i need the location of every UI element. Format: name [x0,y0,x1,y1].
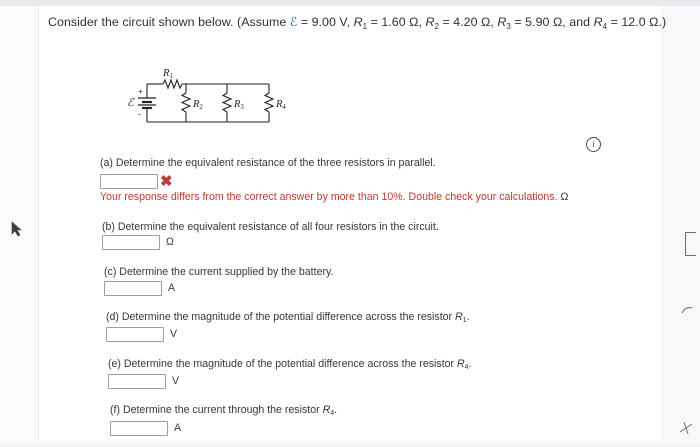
r3-sub: 3 [506,22,511,31]
part-e-label-prefix: (e) Determine the magnitude of the potential difference across the resistor [108,358,457,370]
part-e-answer-input[interactable] [108,374,166,389]
part-f-unit: A [174,422,182,434]
r3-label-sub: 3 [240,103,244,111]
r2-sub: 2 [434,22,439,31]
part-f-label-prefix: (f) Determine the current through the resistor [110,404,323,416]
emf-value: = 9.00 V, [297,15,354,29]
r2-label [192,99,203,111]
r2-resistor-zigzag [182,93,190,112]
side-arrow-icon [681,305,693,315]
part-e-label-sub: 4 [464,364,469,371]
battery-minus-sign: - [138,109,141,119]
circuit-diagram [125,64,315,136]
emf-symbol: ℰ [289,15,298,29]
part-a-feedback-text: Your response differs from the correct answer by more than 10%. Double check your calculations. [100,191,558,203]
r3-resistor-zigzag [223,93,231,112]
part-d-label-suffix: . [466,311,470,323]
r2-label-letter: R [193,99,200,110]
emf-label: ℰ [127,97,134,109]
r4-name: R [593,15,603,29]
and-text: and [569,15,594,29]
part-a-answer-input[interactable] [100,174,158,189]
question-statement [48,14,666,31]
r1-value: = 1.60 Ω, [367,15,426,29]
part-b-answer-input[interactable] [102,235,160,250]
r2-name: R [425,15,435,29]
part-f-label [110,404,337,417]
part-d-label-prefix: (d) Determine the magnitude of the potential difference across the resistor [106,311,455,323]
part-e-label-var: R [457,358,465,370]
r1-resistor-zigzag [163,80,182,88]
part-f-label-sub: 4 [330,410,335,417]
part-b-unit: Ω [166,236,174,248]
r3-label [233,99,244,111]
r4-label-sub: 4 [282,103,286,111]
part-c-label: (c) Determine the current supplied by the battery. [104,266,334,278]
r2-label-sub: 2 [199,103,203,111]
r1-label-sub: 1 [169,72,173,80]
part-d-answer-input[interactable] [106,327,164,342]
part-f-label-suffix: . [334,404,338,416]
part-e-label-suffix: . [468,358,472,370]
info-icon[interactable]: i [586,137,601,152]
part-c-answer-input[interactable] [104,281,162,296]
part-a-label: (a) Determine the equivalent resistance of the three resistors in parallel. [100,157,436,169]
part-e-label [108,358,472,371]
r4-label-letter: R [276,99,283,110]
circuit-svg [125,64,315,136]
r3-name: R [497,15,507,29]
part-d-label-var: R [455,311,463,323]
part-f-label-var: R [322,404,331,416]
r1-sub: 1 [362,22,368,31]
right-gutter [661,6,700,447]
r1-name: R [353,15,363,29]
close-paren: ) [661,15,667,29]
mouse-cursor-icon [10,221,24,237]
r4-value: = 12.0 Ω. [607,15,662,29]
bottom-edge [0,440,700,447]
part-c-unit: A [168,282,176,294]
r4-sub: 4 [602,22,608,31]
r4-label [275,99,286,111]
part-f-answer-input[interactable] [110,421,168,436]
r2-value: = 4.20 Ω, [438,15,498,29]
part-e-unit: V [172,375,180,387]
part-a-feedback-unit: Ω [560,191,569,203]
battery-plus-sign: + [138,87,143,96]
r4-resistor-zigzag [265,93,273,112]
part-d-label [106,311,470,324]
r1-label [162,68,173,80]
question-intro: Consider the circuit shown below. (Assume [48,15,290,29]
part-a-feedback [100,191,568,203]
part-d-label-sub: 1 [462,317,467,324]
r3-value: = 5.90 Ω, [510,15,570,29]
side-bracket-icon [685,232,696,256]
corner-annotation-icon [676,418,696,438]
part-d-unit: V [170,328,178,340]
r3-label-letter: R [234,99,241,110]
x-mark-icon: ✖ [160,173,173,190]
r1-label-letter: R [163,68,170,79]
part-b-label: (b) Determine the equivalent resistance of all four resistors in the circuit. [102,221,439,233]
